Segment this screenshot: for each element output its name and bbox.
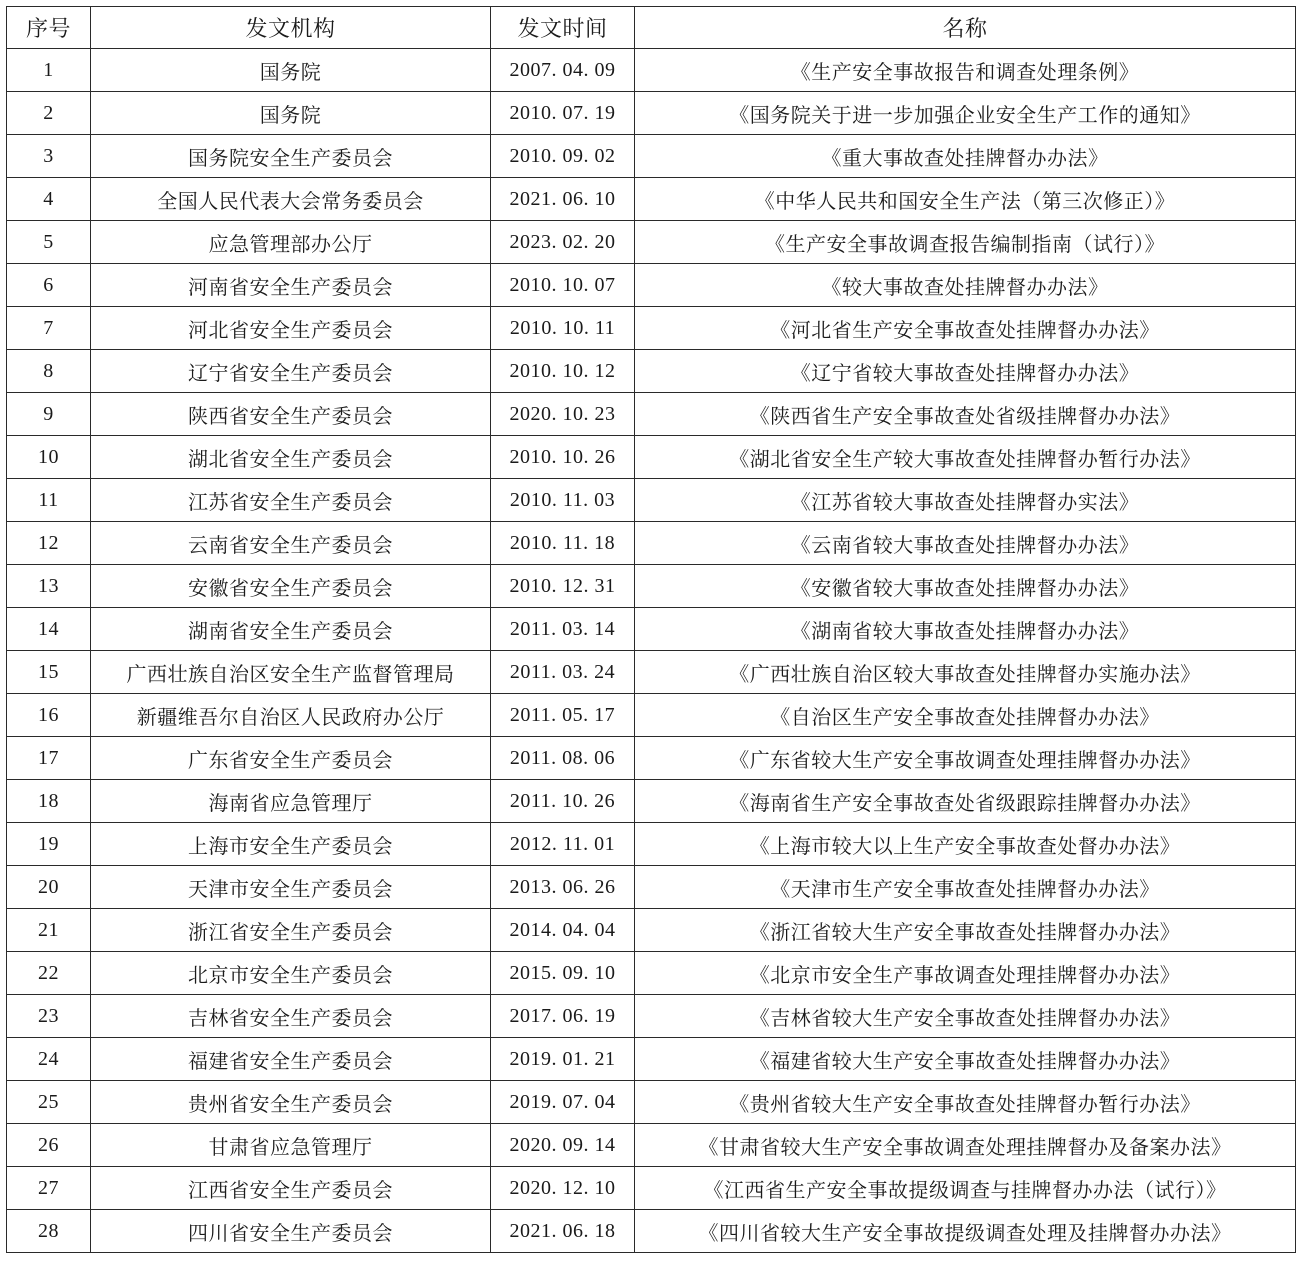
header-issuer: 发文机构	[91, 7, 491, 49]
cell-index: 14	[7, 608, 91, 651]
cell-title: 《吉林省较大生产安全事故查处挂牌督办办法》	[635, 995, 1296, 1038]
cell-date: 2021. 06. 18	[491, 1210, 635, 1253]
cell-index: 16	[7, 694, 91, 737]
cell-issuer: 新疆维吾尔自治区人民政府办公厅	[91, 694, 491, 737]
cell-issuer: 应急管理部办公厅	[91, 221, 491, 264]
cell-date: 2019. 01. 21	[491, 1038, 635, 1081]
cell-title: 《重大事故查处挂牌督办办法》	[635, 135, 1296, 178]
cell-date: 2020. 12. 10	[491, 1167, 635, 1210]
cell-title: 《辽宁省较大事故查处挂牌督办办法》	[635, 350, 1296, 393]
table-row	[7, 522, 1296, 565]
header-title: 名称	[635, 7, 1296, 49]
cell-date: 2010. 11. 03	[491, 479, 635, 522]
cell-issuer: 河北省安全生产委员会	[91, 307, 491, 350]
cell-issuer: 四川省安全生产委员会	[91, 1210, 491, 1253]
table-row	[7, 780, 1296, 823]
table-row	[7, 909, 1296, 952]
table-row	[7, 565, 1296, 608]
cell-title: 《陕西省生产安全事故查处省级挂牌督办办法》	[635, 393, 1296, 436]
table-row	[7, 694, 1296, 737]
cell-issuer: 国务院安全生产委员会	[91, 135, 491, 178]
table-row	[7, 92, 1296, 135]
cell-date: 2010. 10. 12	[491, 350, 635, 393]
cell-issuer: 福建省安全生产委员会	[91, 1038, 491, 1081]
cell-title: 《湖南省较大事故查处挂牌督办办法》	[635, 608, 1296, 651]
table-row	[7, 436, 1296, 479]
header-date: 发文时间	[491, 7, 635, 49]
table-row	[7, 393, 1296, 436]
cell-index: 22	[7, 952, 91, 995]
cell-date: 2007. 04. 09	[491, 49, 635, 92]
cell-title: 《贵州省较大生产安全事故查处挂牌督办暂行办法》	[635, 1081, 1296, 1124]
cell-index: 8	[7, 350, 91, 393]
cell-issuer: 国务院	[91, 92, 491, 135]
table-body	[7, 49, 1296, 1253]
table-header	[7, 7, 1296, 49]
cell-title: 《上海市较大以上生产安全事故查处督办办法》	[635, 823, 1296, 866]
cell-issuer: 甘肃省应急管理厅	[91, 1124, 491, 1167]
cell-issuer: 云南省安全生产委员会	[91, 522, 491, 565]
table-row	[7, 995, 1296, 1038]
header-index: 序号	[7, 7, 91, 49]
table-row	[7, 1210, 1296, 1253]
cell-title: 《较大事故查处挂牌督办办法》	[635, 264, 1296, 307]
cell-date: 2010. 07. 19	[491, 92, 635, 135]
cell-title: 《天津市生产安全事故查处挂牌督办办法》	[635, 866, 1296, 909]
cell-index: 13	[7, 565, 91, 608]
table-row	[7, 823, 1296, 866]
cell-title: 《国务院关于进一步加强企业安全生产工作的通知》	[635, 92, 1296, 135]
cell-issuer: 海南省应急管理厅	[91, 780, 491, 823]
cell-title: 《自治区生产安全事故查处挂牌督办办法》	[635, 694, 1296, 737]
cell-title: 《江苏省较大事故查处挂牌督办实法》	[635, 479, 1296, 522]
cell-index: 26	[7, 1124, 91, 1167]
cell-date: 2013. 06. 26	[491, 866, 635, 909]
table-row	[7, 737, 1296, 780]
table-row	[7, 307, 1296, 350]
table-row	[7, 221, 1296, 264]
cell-index: 7	[7, 307, 91, 350]
cell-issuer: 上海市安全生产委员会	[91, 823, 491, 866]
cell-issuer: 江苏省安全生产委员会	[91, 479, 491, 522]
cell-title: 《甘肃省较大生产安全事故调查处理挂牌督办及备案办法》	[635, 1124, 1296, 1167]
cell-title: 《生产安全事故调查报告编制指南（试行）》	[635, 221, 1296, 264]
cell-issuer: 贵州省安全生产委员会	[91, 1081, 491, 1124]
table-row	[7, 1167, 1296, 1210]
regulations-table	[6, 6, 1296, 1253]
table-row	[7, 135, 1296, 178]
table-row	[7, 49, 1296, 92]
cell-title: 《生产安全事故报告和调查处理条例》	[635, 49, 1296, 92]
cell-index: 11	[7, 479, 91, 522]
cell-index: 25	[7, 1081, 91, 1124]
cell-date: 2011. 10. 26	[491, 780, 635, 823]
cell-title: 《广东省较大生产安全事故调查处理挂牌督办办法》	[635, 737, 1296, 780]
header-row	[7, 7, 1296, 49]
cell-title: 《安徽省较大事故查处挂牌督办办法》	[635, 565, 1296, 608]
cell-index: 27	[7, 1167, 91, 1210]
cell-date: 2011. 03. 14	[491, 608, 635, 651]
cell-issuer: 国务院	[91, 49, 491, 92]
cell-date: 2011. 05. 17	[491, 694, 635, 737]
cell-index: 17	[7, 737, 91, 780]
cell-date: 2020. 09. 14	[491, 1124, 635, 1167]
cell-index: 19	[7, 823, 91, 866]
cell-title: 《江西省生产安全事故提级调查与挂牌督办办法（试行）》	[635, 1167, 1296, 1210]
cell-issuer: 安徽省安全生产委员会	[91, 565, 491, 608]
cell-date: 2011. 03. 24	[491, 651, 635, 694]
cell-issuer: 河南省安全生产委员会	[91, 264, 491, 307]
cell-date: 2023. 02. 20	[491, 221, 635, 264]
cell-index: 5	[7, 221, 91, 264]
cell-index: 3	[7, 135, 91, 178]
cell-title: 《云南省较大事故查处挂牌督办办法》	[635, 522, 1296, 565]
cell-issuer: 广西壮族自治区安全生产监督管理局	[91, 651, 491, 694]
table-row	[7, 1081, 1296, 1124]
cell-issuer: 天津市安全生产委员会	[91, 866, 491, 909]
table-row	[7, 264, 1296, 307]
cell-issuer: 全国人民代表大会常务委员会	[91, 178, 491, 221]
cell-date: 2014. 04. 04	[491, 909, 635, 952]
cell-date: 2010. 11. 18	[491, 522, 635, 565]
table-row	[7, 350, 1296, 393]
cell-date: 2017. 06. 19	[491, 995, 635, 1038]
cell-issuer: 江西省安全生产委员会	[91, 1167, 491, 1210]
cell-index: 21	[7, 909, 91, 952]
cell-index: 10	[7, 436, 91, 479]
cell-title: 《浙江省较大生产安全事故查处挂牌督办办法》	[635, 909, 1296, 952]
cell-issuer: 湖南省安全生产委员会	[91, 608, 491, 651]
table-row	[7, 651, 1296, 694]
cell-issuer: 北京市安全生产委员会	[91, 952, 491, 995]
cell-date: 2010. 10. 26	[491, 436, 635, 479]
cell-index: 1	[7, 49, 91, 92]
table-row	[7, 479, 1296, 522]
cell-index: 2	[7, 92, 91, 135]
cell-title: 《广西壮族自治区较大事故查处挂牌督办实施办法》	[635, 651, 1296, 694]
cell-date: 2012. 11. 01	[491, 823, 635, 866]
cell-index: 15	[7, 651, 91, 694]
cell-index: 9	[7, 393, 91, 436]
cell-issuer: 湖北省安全生产委员会	[91, 436, 491, 479]
table-row	[7, 866, 1296, 909]
cell-title: 《四川省较大生产安全事故提级调查处理及挂牌督办办法》	[635, 1210, 1296, 1253]
cell-title: 《北京市安全生产事故调查处理挂牌督办办法》	[635, 952, 1296, 995]
cell-date: 2020. 10. 23	[491, 393, 635, 436]
cell-index: 23	[7, 995, 91, 1038]
cell-title: 《海南省生产安全事故查处省级跟踪挂牌督办办法》	[635, 780, 1296, 823]
table-row	[7, 1124, 1296, 1167]
cell-issuer: 广东省安全生产委员会	[91, 737, 491, 780]
cell-index: 28	[7, 1210, 91, 1253]
cell-issuer: 陕西省安全生产委员会	[91, 393, 491, 436]
cell-title: 《福建省较大生产安全事故查处挂牌督办办法》	[635, 1038, 1296, 1081]
table-row	[7, 178, 1296, 221]
cell-index: 24	[7, 1038, 91, 1081]
cell-date: 2019. 07. 04	[491, 1081, 635, 1124]
cell-issuer: 浙江省安全生产委员会	[91, 909, 491, 952]
cell-date: 2010. 09. 02	[491, 135, 635, 178]
cell-date: 2010. 10. 11	[491, 307, 635, 350]
cell-index: 4	[7, 178, 91, 221]
cell-title: 《湖北省安全生产较大事故查处挂牌督办暂行办法》	[635, 436, 1296, 479]
table-row	[7, 952, 1296, 995]
cell-title: 《中华人民共和国安全生产法（第三次修正）》	[635, 178, 1296, 221]
cell-issuer: 吉林省安全生产委员会	[91, 995, 491, 1038]
cell-date: 2021. 06. 10	[491, 178, 635, 221]
cell-date: 2011. 08. 06	[491, 737, 635, 780]
cell-date: 2010. 10. 07	[491, 264, 635, 307]
cell-issuer: 辽宁省安全生产委员会	[91, 350, 491, 393]
cell-date: 2010. 12. 31	[491, 565, 635, 608]
cell-index: 18	[7, 780, 91, 823]
table-row	[7, 1038, 1296, 1081]
cell-index: 20	[7, 866, 91, 909]
cell-date: 2015. 09. 10	[491, 952, 635, 995]
cell-index: 6	[7, 264, 91, 307]
cell-index: 12	[7, 522, 91, 565]
cell-title: 《河北省生产安全事故查处挂牌督办办法》	[635, 307, 1296, 350]
table-row	[7, 608, 1296, 651]
